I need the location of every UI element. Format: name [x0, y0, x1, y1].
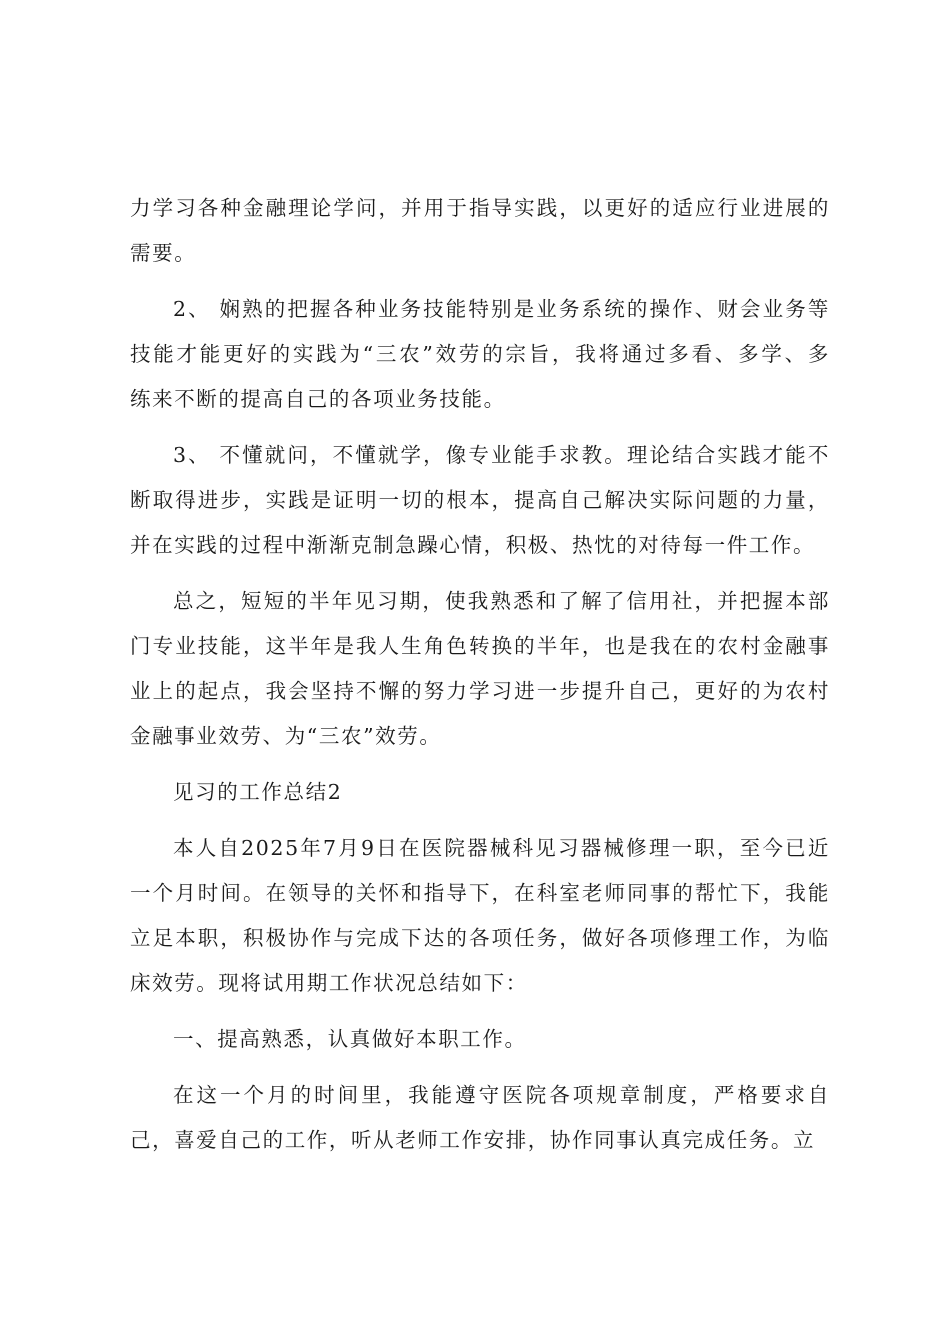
paragraph-line: 立足本职，积极协作与完成下达的各项任务，做好各项修理工作，为临 — [130, 926, 830, 950]
paragraph-line: 技能才能更好的实践为“三农”效劳的宗旨，我将通过多看、多学、多 — [130, 342, 830, 366]
paragraph-line: 一、提高熟悉，认真做好本职工作。 — [173, 1027, 527, 1051]
paragraph-gap — [130, 422, 830, 433]
paragraph-line: 并在实践的过程中渐渐克制急躁心情，积极、热忱的对待每一件工作。 — [130, 533, 816, 557]
paragraph-gap — [130, 568, 830, 579]
paragraph-line: 见习的工作总结2 — [173, 780, 343, 804]
paragraph-line: 总之，短短的半年见习期，使我熟悉和了解了信用社，并把握本部 — [173, 589, 830, 613]
paragraph-gap — [130, 1062, 830, 1073]
paragraph-line: 练来不断的提高自己的各项业务技能。 — [130, 387, 506, 411]
paragraph-line: 业上的起点，我会坚持不懈的努力学习进一步提升自己，更好的为农村 — [130, 679, 830, 703]
paragraph-line: 需要。 — [130, 241, 197, 265]
paragraph-gap — [130, 815, 830, 826]
paragraph-line: 门专业技能，这半年是我人生角色转换的半年，也是我在的农村金融事 — [130, 634, 830, 658]
paragraph-line: 力学习各种金融理论学问，并用于指导实践，以更好的适应行业进展的 — [130, 196, 830, 220]
paragraph-gap — [130, 1006, 830, 1017]
document-body — [130, 186, 830, 1163]
paragraph-line: 一个月时间。在领导的关怀和指导下，在科室老师同事的帮忙下，我能 — [130, 881, 830, 905]
paragraph-line: 金融事业效劳、为“三农”效劳。 — [130, 724, 442, 748]
paragraph-gap — [130, 276, 830, 287]
paragraph-line: 床效劳。现将试用期工作状况总结如下： — [130, 971, 528, 995]
paragraph-gap — [130, 759, 830, 770]
paragraph-line: 2、 娴熟的把握各种业务技能特别是业务系统的操作、财会业务等 — [173, 297, 830, 321]
paragraph-line: 己，喜爱自己的工作，听从老师工作安排，协作同事认真完成任务。立 — [130, 1128, 816, 1152]
paragraph-line: 断取得进步，实践是证明一切的根本，提高自己解决实际问题的力量， — [130, 488, 830, 512]
paragraph-line: 本人自2025年7月9日在医院器械科见习器械修理一职，至今已近 — [173, 836, 830, 860]
paragraph-line: 3、 不懂就问，不懂就学，像专业能手求教。理论结合实践才能不 — [173, 443, 830, 467]
paragraph-line: 在这一个月的时间里，我能遵守医院各项规章制度，严格要求自 — [173, 1083, 830, 1107]
